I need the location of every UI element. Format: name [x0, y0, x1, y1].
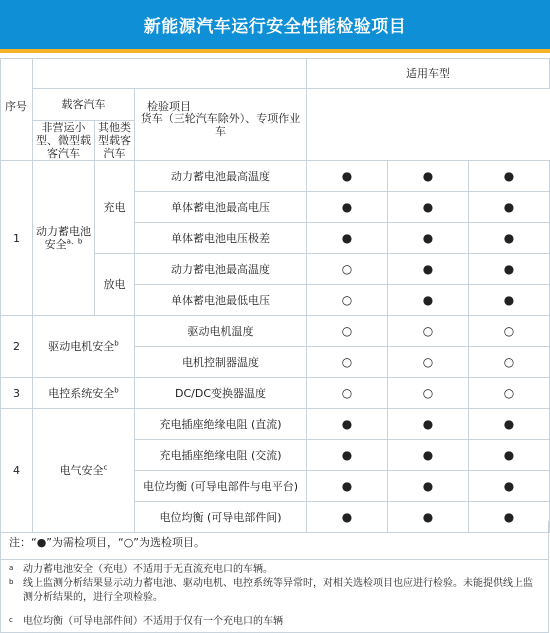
footnote-mark: c	[9, 616, 13, 624]
group-footnote-mark: a、b	[66, 237, 83, 246]
requirement-mark: ○	[307, 316, 388, 347]
inspection-item: 单体蓄电池电压极差	[135, 223, 307, 254]
requirement-mark: ●	[388, 223, 469, 254]
requirement-mark: ●	[469, 502, 550, 533]
group-footnote-mark: c	[103, 463, 108, 472]
requirement-mark: ●	[388, 161, 469, 192]
requirement-mark: ●	[469, 161, 550, 192]
other-passenger-header: 其他类型载客汽车	[95, 121, 135, 161]
footnote-mark: a	[9, 564, 14, 572]
group-number: 1	[1, 161, 33, 316]
requirement-mark: ●	[307, 502, 388, 533]
item-header-top	[33, 59, 307, 89]
footnote-text: 电位均衡（可导电部件间）不适用于仅有一个充电口的车辆	[23, 616, 283, 627]
group-name-text: 电气安全	[59, 464, 104, 477]
requirement-mark: ○	[388, 378, 469, 409]
table-row	[1, 409, 550, 440]
requirement-mark: ○	[307, 254, 388, 285]
requirement-mark: ●	[388, 254, 469, 285]
footnote	[9, 577, 541, 605]
inspection-item: 动力蓄电池最高温度	[135, 254, 307, 285]
footnote-text: 线上监测分析结果显示动力蓄电池、驱动电机、电控系统等异常时，对相关选检项目也应进行检验。未能提供线上监测分析结果的，进行全项检验。	[23, 578, 533, 603]
requirement-mark: ●	[469, 254, 550, 285]
requirement-mark: ●	[388, 440, 469, 471]
requirement-mark: ●	[388, 192, 469, 223]
applicable-header: 适用车型	[307, 59, 550, 89]
non-operating-header: 非营运小型、微型载客汽车	[33, 121, 95, 161]
legend-note: 注：“●”为需检项目，“○”为选检项目。	[9, 536, 205, 549]
requirement-mark: ●	[307, 440, 388, 471]
requirement-mark: ●	[388, 409, 469, 440]
group-name-text: 动力蓄电池安全	[36, 225, 91, 251]
requirement-mark: ●	[307, 192, 388, 223]
requirement-mark: ●	[469, 471, 550, 502]
requirement-mark: ●	[469, 285, 550, 316]
inspection-item: 充电插座绝缘电阻 (直流)	[135, 409, 307, 440]
requirement-mark: ●	[469, 409, 550, 440]
requirement-mark: ○	[469, 316, 550, 347]
group-name-text: 驱动电机安全	[48, 340, 115, 353]
footnote-text: 动力蓄电池安全（充电）不适用于无直流充电口的车辆。	[23, 564, 273, 575]
group-name	[33, 316, 135, 378]
requirement-mark: ●	[469, 192, 550, 223]
inspection-table	[0, 58, 550, 533]
inspection-item: 动力蓄电池最高温度	[135, 161, 307, 192]
table-row	[1, 161, 550, 192]
inspection-item: DC/DC变换器温度	[135, 378, 307, 409]
sub-category: 充电	[95, 161, 135, 254]
truck-header: 货车（三轮汽车除外）、专项作业车	[135, 89, 307, 161]
inspection-item: 电机控制器温度	[135, 347, 307, 378]
group-name-text: 电控系统安全	[48, 386, 115, 400]
group-number: 4	[1, 409, 33, 533]
group-name	[33, 161, 95, 316]
seq-header: 序号	[5, 100, 27, 113]
requirement-mark: ○	[307, 378, 388, 409]
inspection-item: 电位均衡 (可导电部件与电平台)	[135, 471, 307, 502]
footnote	[9, 563, 541, 577]
requirement-mark: ○	[388, 347, 469, 378]
passenger-header: 载客汽车	[33, 89, 135, 121]
requirement-mark: ○	[307, 285, 388, 316]
group-footnote-mark: b	[114, 385, 119, 394]
inspection-item: 单体蓄电池最低电压	[135, 285, 307, 316]
requirement-mark: ●	[388, 285, 469, 316]
inspection-item: 电位均衡 (可导电部件间)	[135, 502, 307, 533]
footnote	[9, 615, 541, 629]
requirement-mark: ●	[307, 161, 388, 192]
group-name	[33, 378, 135, 409]
requirement-mark: ●	[469, 440, 550, 471]
requirement-mark: ●	[469, 223, 550, 254]
inspection-item: 单体蓄电池最高电压	[135, 192, 307, 223]
group-footnote-mark: b	[114, 339, 119, 348]
group-number: 2	[1, 316, 33, 378]
requirement-mark: ●	[307, 223, 388, 254]
notes-divider	[0, 559, 549, 560]
requirement-mark: ●	[307, 471, 388, 502]
table-row	[1, 316, 550, 347]
requirement-mark: ●	[388, 471, 469, 502]
requirement-mark: ○	[469, 378, 550, 409]
sub-category: 放电	[95, 254, 135, 316]
group-number: 3	[1, 378, 33, 409]
table-row	[1, 378, 550, 409]
item-header: 检验项目	[147, 100, 191, 113]
requirement-mark: ○	[469, 347, 550, 378]
inspection-item: 驱动电机温度	[135, 316, 307, 347]
requirement-mark: ●	[307, 409, 388, 440]
requirement-mark: ○	[388, 316, 469, 347]
inspection-item: 充电插座绝缘电阻 (交流)	[135, 440, 307, 471]
requirement-mark: ●	[388, 502, 469, 533]
requirement-mark: ○	[307, 347, 388, 378]
footnote-mark: b	[9, 578, 14, 586]
page-title: 新能源汽车运行安全性能检验项目	[0, 0, 550, 53]
group-name	[33, 409, 135, 533]
